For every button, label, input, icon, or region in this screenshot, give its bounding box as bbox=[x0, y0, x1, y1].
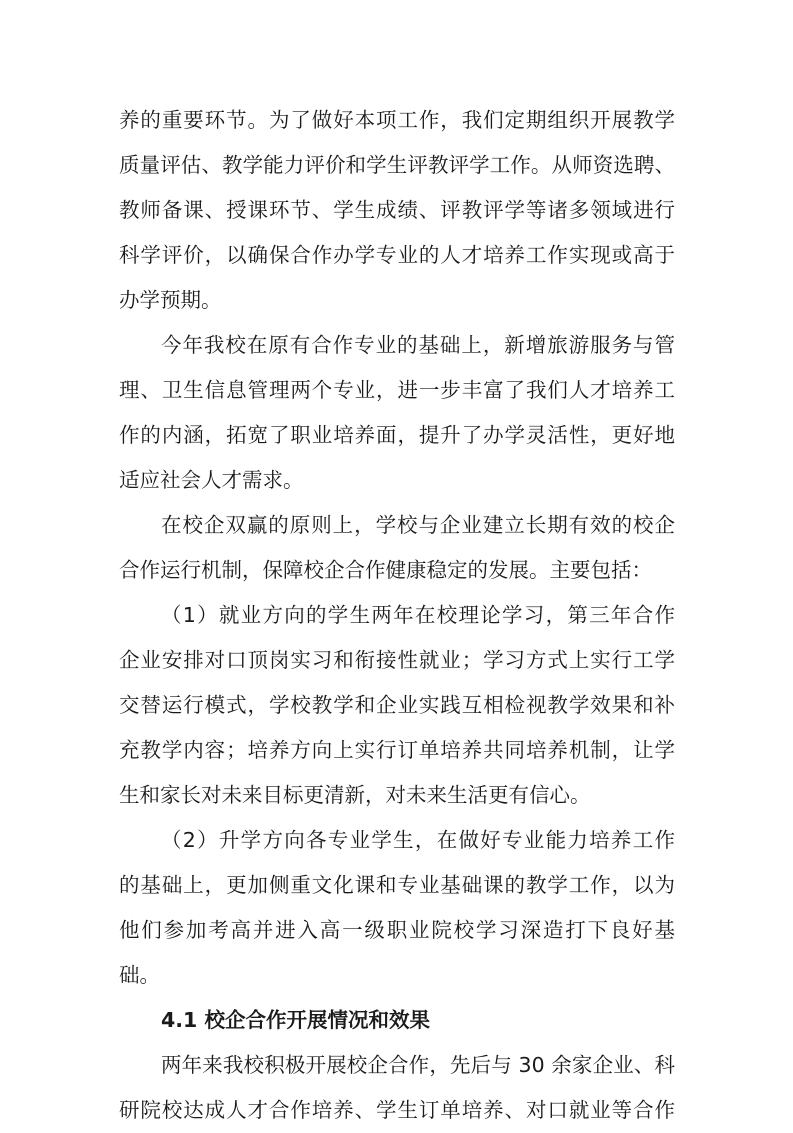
text-line: 他们参加考高并进入高一级职业院校学习深造打下良好基 bbox=[119, 918, 675, 942]
text-line: 养的重要环节。为了做好本项工作，我们定期组织开展教学 bbox=[119, 108, 675, 132]
text-line: 科学评价，以确保合作办学专业的人才培养工作实现或高于 bbox=[119, 243, 675, 267]
paragraph-first-line: 两年来我校积极开展校企合作，先后与 30 余家企业、科 bbox=[161, 1053, 675, 1077]
text-line: 生和家长对未来目标更清新，对未来生活更有信心。 bbox=[119, 783, 591, 807]
text-line: 充教学内容；培养方向上实行订单培养共同培养机制，让学 bbox=[119, 738, 675, 762]
section-heading: 4.1 校企合作开展情况和效果 bbox=[161, 1008, 430, 1032]
text-line: 企业安排对口顶岗实习和衔接性就业；学习方式上实行工学 bbox=[119, 648, 675, 672]
body-text bbox=[119, 98, 675, 1133]
paragraph-first-line: 今年我校在原有合作专业的基础上，新增旅游服务与管 bbox=[161, 333, 675, 357]
text-line: 交替运行模式，学校教学和企业实践互相检视教学效果和补 bbox=[119, 693, 675, 717]
text-line: 质量评估、教学能力评价和学生评教评学工作。从师资选聘、 bbox=[119, 153, 675, 177]
list-item-1-first-line: （1）就业方向的学生两年在校理论学习，第三年合作 bbox=[161, 603, 675, 627]
text-line: 教师备课、授课环节、学生成绩、评教评学等诸多领域进行 bbox=[119, 198, 675, 222]
list-item-2-first-line: （2）升学方向各专业学生，在做好专业能力培养工作 bbox=[161, 828, 675, 852]
text-line: 理、卫生信息管理两个专业，进一步丰富了我们人才培养工 bbox=[119, 378, 675, 402]
text-line: 合作运行机制，保障校企合作健康稳定的发展。主要包括： bbox=[119, 558, 652, 582]
text-line: 的基础上，更加侧重文化课和专业基础课的教学工作，以为 bbox=[119, 873, 675, 897]
text-line: 研院校达成人才合作培养、学生订单培养、对口就业等合作 bbox=[119, 1098, 675, 1122]
paragraph-first-line: 在校企双赢的原则上，学校与企业建立长期有效的校企 bbox=[161, 513, 675, 537]
text-line: 办学预期。 bbox=[119, 288, 222, 312]
text-line: 作的内涵，拓宽了职业培养面，提升了办学灵活性，更好地 bbox=[119, 423, 675, 447]
text-line: 适应社会人才需求。 bbox=[119, 468, 304, 492]
text-line: 础。 bbox=[119, 963, 160, 987]
